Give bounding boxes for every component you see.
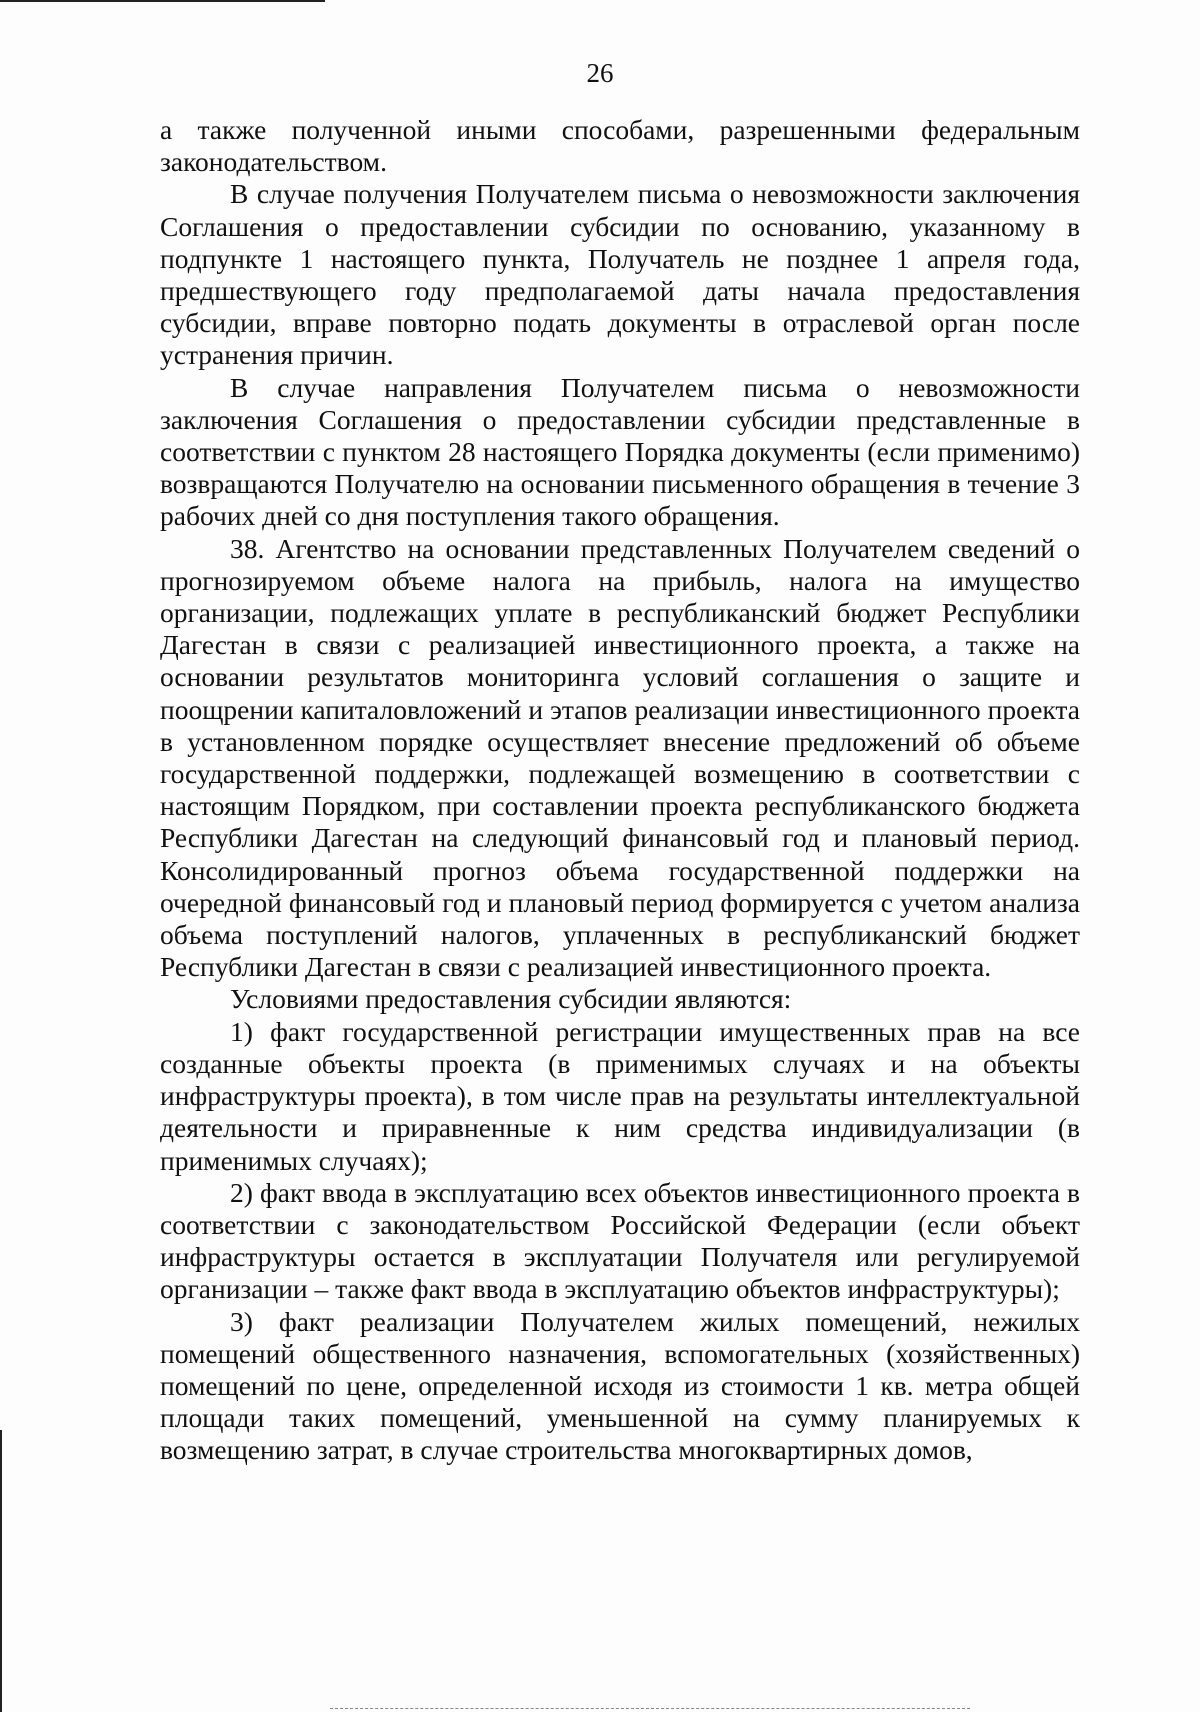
paragraph: В случае направления Получателем письма о невозможности заключения Соглашения о предоставлении субсидии представленные в соответствии с пунктом 28 настоящего Порядка документы (если применимо) возвращаются Получателю на основании письменного обращения в течение 3 рабочих дней со дня поступления такого обращения. xyxy=(160,371,1080,532)
paragraph: 38. Агентство на основании представленных Получателем сведений о прогнозируемом объеме налога на прибыль, налога на имущество организации, подлежащих уплате в республиканский бюджет Республики Дагестан в связи с реализацией инвестиционного проекта, а также на основании результатов мониторинга условий соглашения о защите и поощрении капиталовложений и этапов реализации инвестиционного проекта в установленном порядке осуществляет внесение предложений об объеме государственной поддержки, подлежащей возмещению в соответствии с настоящим Порядком, при составлении проекта республиканского бюджета Республики Дагестан на следующий финансовый год и плановый период. Консолидированный прогноз объема государственной поддержки на очередной финансовый год и плановый период формируется с учетом анализа объема поступлений налогов, уплаченных в республиканский бюджет Республики Дагестан в связи с реализацией инвестиционного проекта. xyxy=(160,532,1080,983)
scan-edge-left xyxy=(0,1430,2,1712)
scan-edge-top xyxy=(0,0,325,2)
paragraph: В случае получения Получателем письма о невозможности заключения Соглашения о предоставлении субсидии по основанию, указанному в подпункте 1 настоящего пункта, Получатель не позднее 1 апреля года, предшествующего году предполагаемой даты начала предоставления субсидии, вправе повторно подать документы в отраслевой орган после устранения причин. xyxy=(160,178,1080,371)
paragraph: 3) факт реализации Получателем жилых помещений, нежилых помещений общественного назначения, вспомогательных (хозяйственных) помещений по цене, определенной исходя из стоимости 1 кв. метра общей площади таких помещений, уменьшенной на сумму планируемых к возмещению затрат, в случае строительства многоквартирных домов, xyxy=(160,1305,1080,1466)
paragraph: 2) факт ввода в эксплуатацию всех объектов инвестиционного проекта в соответствии с законодательством Российской Федерации (если объект инфраструктуры остается в эксплуатации Получателя или регулируемой организации – также факт ввода в эксплуатацию объектов инфраструктуры); xyxy=(160,1176,1080,1305)
paragraph: а также полученной иными способами, разрешенными федеральным законодательством. xyxy=(160,114,1080,178)
page-number: 26 xyxy=(586,58,614,88)
scan-edge-bottom xyxy=(330,1708,970,1710)
paragraph: Условиями предоставления субсидии являются: xyxy=(230,983,792,1015)
paragraph: 1) факт государственной регистрации имущественных прав на все созданные объекты проекта (в применимых случаях и на объекты инфраструктуры проекта), в том числе прав на результаты интеллектуальной деятельности и приравненные к ним средства индивидуализации (в применимых случаях); xyxy=(160,1015,1080,1176)
document-body xyxy=(160,114,1080,1467)
